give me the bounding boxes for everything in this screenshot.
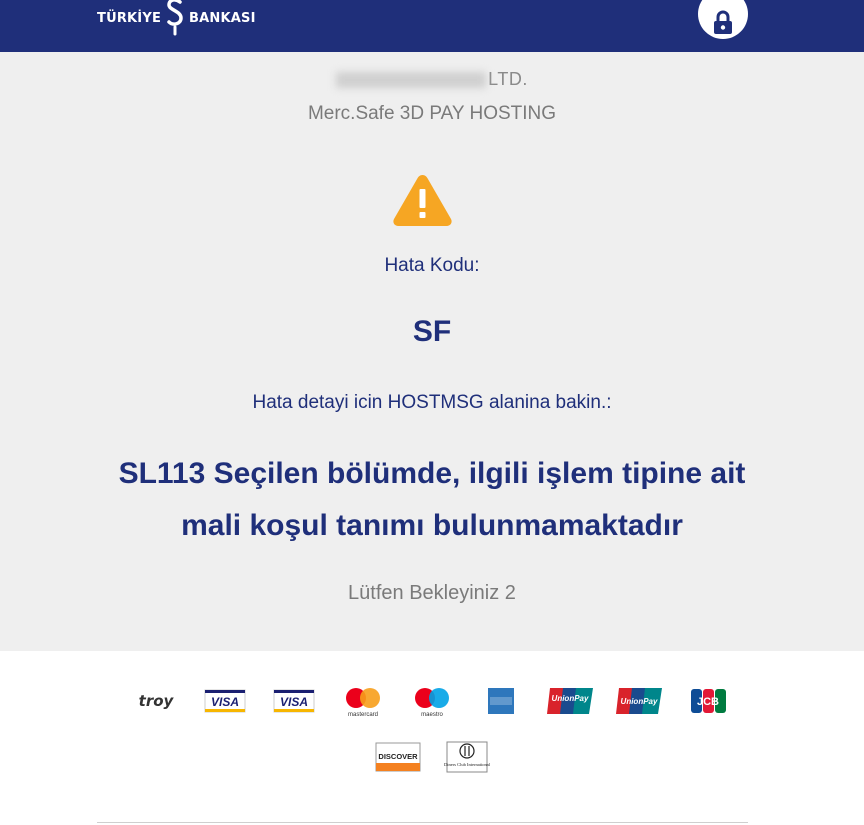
troy-logo — [133, 684, 179, 718]
logo-text-left: TÜRKİYE — [97, 10, 162, 26]
redacted-merchant-name — [336, 72, 486, 88]
svg-text:UnionPay: UnionPay — [551, 694, 589, 703]
discover-logo — [375, 740, 421, 774]
svg-text:JCB: JCB — [696, 696, 720, 708]
merchant-name — [0, 69, 864, 90]
diners-club-logo — [444, 740, 490, 774]
svg-text:VISA: VISA — [210, 695, 240, 709]
jcb-logo — [685, 684, 731, 718]
error-code: SF — [412, 315, 452, 348]
svg-text:DISCOVER: DISCOVER — [377, 752, 418, 761]
logo-text-right: BANKASI — [189, 10, 256, 26]
merchant-name-suffix: LTD. — [488, 69, 528, 89]
visa-electron-logo — [271, 684, 317, 718]
unionpay-logo — [547, 684, 593, 718]
svg-text:UnionPay: UnionPay — [620, 697, 658, 706]
error-panel — [0, 52, 864, 651]
footer-divider — [97, 822, 748, 823]
svg-text:maestro: maestro — [421, 712, 443, 718]
header-bar — [0, 0, 864, 52]
logo-mark-icon — [165, 0, 185, 41]
isbank-logo — [97, 3, 256, 33]
error-code-label: Hata Kodu: — [384, 255, 480, 276]
unionpay-alt-logo — [616, 684, 662, 718]
secure-lock-button[interactable] — [698, 0, 748, 39]
warning-icon — [391, 172, 454, 228]
svg-text:Diners Club International: Diners Club International — [443, 762, 490, 767]
lock-icon — [712, 10, 734, 36]
visa-logo — [202, 684, 248, 718]
svg-text:VISA: VISA — [279, 695, 309, 709]
svg-text:mastercard: mastercard — [347, 712, 379, 718]
error-message: SL113 Seçilen bölümde, ilgili işlem tipine ait mali koşul tanımı bulunmamaktadır — [118, 457, 746, 542]
wait-countdown: Lütfen Bekleyiniz 2 — [348, 582, 516, 604]
card-logos — [120, 684, 744, 774]
mastercard-logo — [340, 684, 386, 718]
svg-text:troy: troy — [138, 692, 174, 710]
amex-logo — [478, 684, 524, 718]
error-detail-hint: Hata detayi icin HOSTMSG alanina bakin.: — [252, 392, 612, 413]
merchant-subtitle: Merc.Safe 3D PAY HOSTING — [307, 103, 557, 124]
maestro-logo — [409, 684, 455, 718]
